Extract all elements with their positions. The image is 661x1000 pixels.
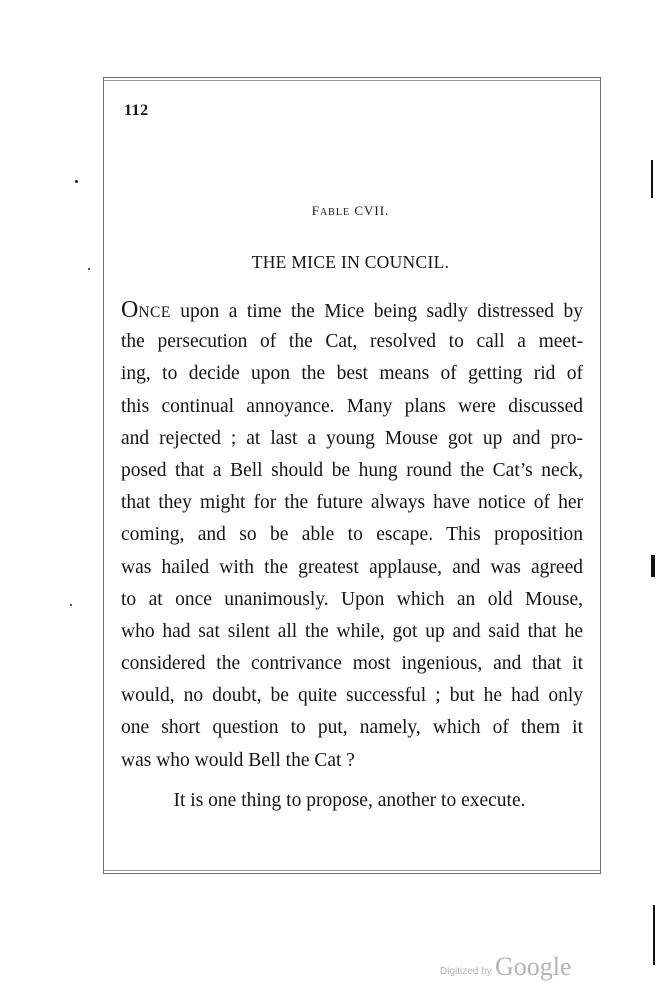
speck-mark <box>70 604 72 606</box>
text-line: considered the contrivance most ingenious, and that it <box>121 653 583 675</box>
text-line: coming, and so be able to escape. This proposition <box>121 524 583 546</box>
fable-label-rest: ABLE <box>319 207 351 218</box>
initial-letter: O <box>121 297 139 323</box>
fable-moral: It is one thing to propose, another to execute. <box>173 790 526 811</box>
fable-title: THE MICE IN COUNCIL. <box>251 252 450 272</box>
scan-edge-mark <box>651 160 653 198</box>
first-line-text: upon a time the Mice being sadly distressed by <box>170 301 583 322</box>
text-line: the persecution of the Cat, resolved to call a meet- <box>121 331 583 353</box>
fable-number <box>0 203 661 219</box>
text-line: was hailed with the greatest applause, and was agreed <box>121 556 583 578</box>
fable-text <box>121 294 583 777</box>
text-line: would, no doubt, be quite successful ; but he had only <box>121 685 583 707</box>
speck-mark <box>88 268 90 270</box>
speck-mark <box>75 180 78 183</box>
page-number: 112 <box>124 102 149 119</box>
text-line: and rejected ; at last a young Mouse got up and pro- <box>121 427 583 449</box>
scan-edge-mark <box>653 905 655 965</box>
text-line: was who would Bell the Cat ? <box>121 749 355 771</box>
text-line: who had sat silent all the while, got up and said that he <box>121 620 583 642</box>
initial-word-rest: NCE <box>138 304 171 321</box>
digitized-by-label: Digitized by <box>440 966 492 977</box>
google-watermark <box>440 952 620 988</box>
text-line: one short question to put, namely, which of them it <box>121 717 583 739</box>
text-line: posed that a Bell should be hung round the Cat’s neck, <box>121 459 583 481</box>
fable-numeral: CVII. <box>354 203 390 218</box>
text-line <box>121 294 583 326</box>
text-line: this continual annoyance. Many plans were discussed <box>121 395 583 417</box>
text-line: to at once unanimously. Upon which an old Mouse, <box>121 588 583 610</box>
text-line: ing, to decide upon the best means of getting rid of <box>121 363 583 385</box>
text-line: that they might for the future always have notice of her <box>121 492 583 514</box>
scan-edge-mark <box>651 555 655 577</box>
google-logo: Google <box>495 952 572 981</box>
fable-label-initial: F <box>311 203 320 218</box>
